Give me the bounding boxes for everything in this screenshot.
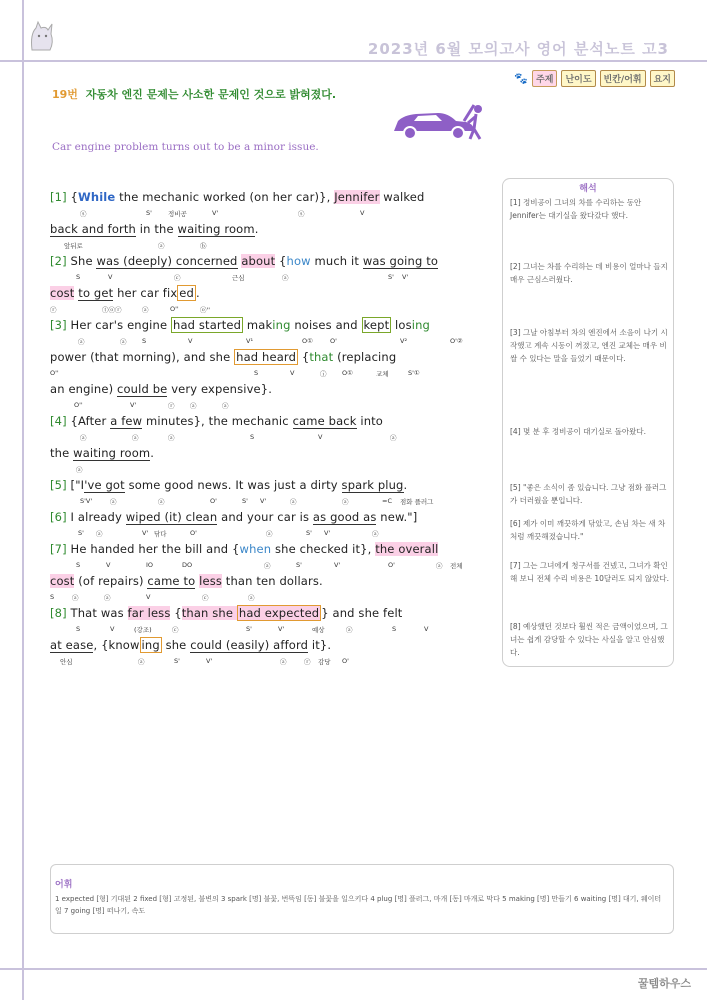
passage-line: [2] She was (deeply) concerned about {how much it was going to (50, 254, 439, 268)
passage-line: power (that morning), and she had heard {that (replacing (50, 350, 397, 364)
grammar-gloss-row: S' ⓐ V' 닦다 O' ⓐ S' V' ⓐ (78, 529, 379, 538)
brand-watermark: 꿀템하우스 (637, 977, 691, 990)
grammar-gloss-row: ⓐ ⓐ ⓐ S V ⓐ (80, 433, 397, 442)
car-mechanic-illustration (390, 99, 490, 143)
gloss-text: 근심 (232, 274, 245, 282)
grammar-gloss-row: ⓐ ⓐ S V V¹ O① O' V² O'② (78, 337, 463, 346)
passage-line: the waiting room. (50, 446, 155, 460)
translation-panel (502, 178, 674, 667)
gloss-text: 예상 (312, 626, 325, 634)
grammar-gloss-row: S'V' ⓐ ⓐ O' S' V' ⓐ ⓐ =C 점화 플러그 (80, 497, 434, 506)
gloss-text: 감당 (318, 658, 331, 666)
gloss-text: 안심 (60, 658, 73, 666)
passage-line: at ease, {know ing she could (easily) afford it}. (50, 638, 332, 652)
gloss-text: 정비공 (168, 210, 187, 218)
translation-item: [1] 정비공이 그녀의 차를 수리하는 동안 Jennifer는 대기실을 왔다갔다 했다. (510, 198, 642, 220)
tag-difficulty: 난이도 (561, 70, 595, 87)
vocabulary-heading: 어휘 (55, 880, 73, 890)
sentence-number: [5] (50, 478, 67, 492)
passage-line: [4] {After a few minutes}, the mechanic came back into (50, 414, 383, 428)
translation-heading: 해석 (579, 184, 597, 194)
question-title (52, 86, 336, 102)
passage-line: cost (of repairs) came to less than ten dollars. (50, 574, 323, 588)
translation-item: [5] "좋은 소식이 좀 있습니다. 그냥 점화 플러그가 더러웠을 뿐입니다. (510, 483, 667, 505)
grammar-gloss-row: S V IO DO ⓐ S' V' O' ⓐ 전체 (76, 561, 463, 570)
sentence-number: [3] (50, 318, 67, 332)
header-rule (0, 60, 707, 62)
translation-item: [4] 몇 분 후 정비공이 대기실로 돌아왔다. (510, 427, 646, 436)
grammar-gloss-row: 앞뒤로 ⓐ ⓑ (64, 242, 207, 250)
grammar-gloss-row: S ⓐ ⓐ V ⓒ ⓐ (50, 593, 255, 602)
sentence-number: [6] (50, 510, 67, 524)
footer-rule (0, 968, 707, 970)
passage-line: back and forth in the waiting room. (50, 222, 259, 236)
grammar-gloss-row: ⓢ S' 정비공 V' ⓢ V (80, 209, 365, 218)
translation-item: [6] 제가 이미 깨끗하게 닦았고, 손님 차는 새 차처럼 깨끗해졌습니다." (510, 519, 666, 541)
passage-line: [7] He handed her the bill and {when she checked it}, the overall (50, 542, 439, 556)
category-tags (514, 70, 675, 87)
question-number: 19번 (52, 88, 78, 101)
gloss-text: 점화 플러그 (400, 498, 434, 506)
tag-blank-vocab: 빈칸/어휘 (600, 70, 646, 87)
grammar-gloss-row: ⓡ ⓣⓞⓡ ⓐ O'' ⓞ'' (50, 305, 211, 314)
grammar-gloss-row: O'' S V ⓘ O① 교체 S'① (50, 369, 420, 378)
passage-line: [1] {While the mechanic worked (on her car)}, Jennifer walked (50, 190, 425, 204)
grammar-gloss-row: ⓐ (76, 466, 83, 474)
translation-item: [3] 그날 아침부터 차의 엔진에서 소음이 나기 시작했고 계속 시동이 꺼졌고, 엔진 교체는 매우 비쌀 수 있다는 말을 들었기 때문이다. (510, 328, 668, 363)
sentence-number: [7] (50, 542, 67, 556)
passage-line: cost to get her car fix ed . (50, 286, 200, 300)
passage-line: [8] That was far less {than she had expected } and she felt (50, 606, 403, 620)
page-title: 2023년 6월 모의고사 영어 분석노트 고3 (367, 40, 669, 58)
passage-line: [3] Her car's engine had started making noises and kept losing (50, 318, 430, 332)
tag-gist: 요지 (650, 70, 675, 87)
vocabulary-panel (50, 864, 674, 934)
question-korean-title: 자동차 엔진 문제는 사소한 문제인 것으로 밝혀졌다. (85, 88, 337, 101)
cat-logo-icon (26, 20, 56, 58)
paw-icon: 🐾 (514, 72, 529, 85)
sentence-number: [2] (50, 254, 67, 268)
grammar-gloss-row: S V (강조) ⓒ S' V' 예상 ⓐ S V (76, 625, 429, 634)
grammar-gloss-row: S V ⓒ 근심 ⓐ S' V' (76, 273, 409, 282)
gloss-text: 닦다 (154, 530, 167, 538)
sentence-number: [8] (50, 606, 67, 620)
grammar-gloss-row: O'' V' ⓡ ⓐ ⓐ (74, 401, 229, 410)
gloss-text: 전체 (450, 562, 463, 570)
translation-item: [2] 그녀는 차를 수리하는 데 비용이 얼마나 들지 매우 근심스러웠다. (510, 262, 668, 284)
tag-topic: 주제 (532, 70, 557, 87)
grammar-gloss-row: 안심 ⓐ S' V' ⓐ ⓡ 감당 O' (60, 657, 349, 666)
english-subtitle: Car engine problem turns out to be a minor issue. (52, 141, 319, 153)
sentence-number: [4] (50, 414, 67, 428)
left-margin-rule (22, 0, 24, 1000)
passage-line: [6] I already wiped (it) clean and your car is as good as new."] (50, 510, 418, 524)
sentence-number: [1] (50, 190, 67, 204)
gloss-text: 앞뒤로 (64, 242, 83, 250)
passage-line: [5] ["I've got some good news. It was just a dirty spark plug. (50, 478, 408, 492)
vocabulary-list: 1 expected [형] 기대된 2 fixed [형] 고정된, 불변의 3 spark [명] 불꽃, 번뜩임 [동] 불꽃을 일으키다 4 plug [명] 플러그, 마개 [동] 마개로 막다 5 making [명] 만들기 6 waiting [명] 대기, 웨이터 일 7 going [명] 떠나기, 속도 (55, 895, 662, 915)
passage-line: an engine) could be very expensive}. (50, 382, 273, 396)
gloss-text: 교체 (376, 370, 389, 378)
translation-item: [7] 그는 그녀에게 청구서를 건넸고, 그녀가 확인해 보니 전체 수리 비용은 10달러도 되지 않았다. (510, 561, 670, 583)
translation-item: [8] 예상했던 것보다 훨씬 적은 금액이었으며, 그녀는 쉽게 감당할 수 있다는 사실을 알고 안심했다. (510, 622, 668, 657)
analyzed-passage (50, 190, 490, 670)
